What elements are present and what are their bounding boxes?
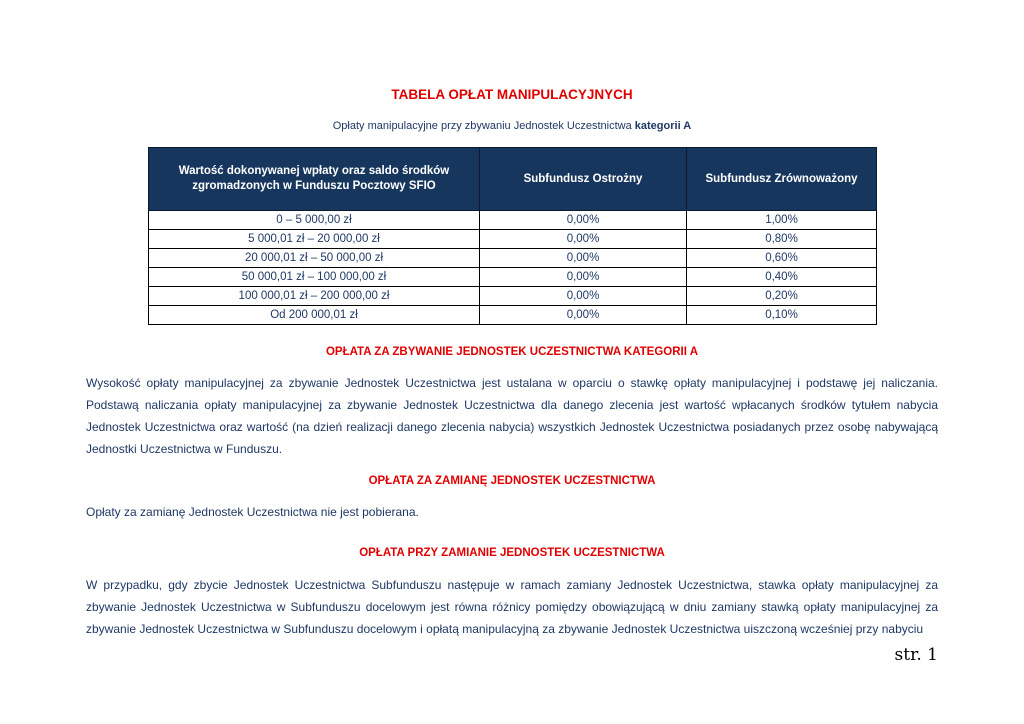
section-text-zbywanie: Wysokość opłaty manipulacyjnej za zbywanie Jednostek Uczestnictwa jest ustalana w oparciu o stawkę opłaty manipulacyjnej i podstawę jej naliczania. Podstawą naliczania opłaty manipulacyjnej za zbywanie Jednostek Uczestnictwa dla danego zlecenia jest wartość wpłacanych środków tytułem nabycia Jednostek Uczestnictwa oraz wartość (na dzień realizacji danego zlecenia nabycia) wszystkich Jednostek Uczestnictwa posiadanych przez osobę nabywającą Jednostki Uczestnictwa w Funduszu.	[86, 376, 938, 456]
table-row	[149, 306, 877, 325]
table-row	[149, 249, 877, 268]
cell-amount-range: 50 000,01 zł – 100 000,00 zł	[149, 268, 480, 287]
page-number: str. 1	[894, 645, 938, 665]
section-heading-przy-zamianie: OPŁATA PRZY ZAMIANIE JEDNOSTEK UCZESTNICTWA	[359, 547, 665, 559]
cell-ostrozny-fee: 0,00%	[480, 268, 687, 287]
cell-ostrozny-fee: 0,00%	[480, 230, 687, 249]
cell-ostrozny-fee: 0,00%	[480, 287, 687, 306]
table-row	[149, 211, 877, 230]
table-row	[149, 268, 877, 287]
cell-zrownowazony-fee: 0,10%	[687, 306, 877, 325]
cell-amount-range: 5 000,01 zł – 20 000,00 zł	[149, 230, 480, 249]
table-row	[149, 287, 877, 306]
document-title: TABELA OPŁAT MANIPULACYJNYCH	[391, 87, 633, 102]
section-text-zamiana: Opłaty za zamianę Jednostek Uczestnictwa nie jest pobierana.	[86, 505, 419, 519]
subtitle-category: kategorii A	[634, 120, 692, 132]
cell-ostrozny-fee: 0,00%	[480, 306, 687, 325]
cell-amount-range: 0 – 5 000,00 zł	[149, 211, 480, 230]
cell-amount-range: 100 000,01 zł – 200 000,00 zł	[149, 287, 480, 306]
section-text-przy-zamianie: W przypadku, gdy zbycie Jednostek Uczestnictwa Subfunduszu następuje w ramach zamiany Jednostek Uczestnictwa, stawka opłaty manipulacyjnej za zbywanie Jednostek Uczestnictwa w Subfunduszu docelowym jest równa różnicy pomiędzy obowiązującą w dniu zamiany stawką opłaty manipulacyjnej za zbywanie Jednostek Uczestnictwa w Subfunduszu docelowym i opłatą manipulacyjną za zbywanie Jednostek Uczestnictwa uiszczoną wcześniej przy nabyciu	[86, 578, 938, 636]
section-heading-zbywanie: OPŁATA ZA ZBYWANIE JEDNOSTEK UCZESTNICTWA KATEGORII A	[325, 346, 699, 358]
section-heading-zamiana: OPŁATA ZA ZAMIANĘ JEDNOSTEK UCZESTNICTWA	[368, 475, 656, 487]
cell-zrownowazony-fee: 0,80%	[687, 230, 877, 249]
fees-table	[148, 147, 877, 325]
table-header-row	[149, 148, 877, 211]
header-subfund-zrownowazony: Subfundusz Zrównoważony	[687, 148, 877, 211]
cell-ostrozny-fee: 0,00%	[480, 211, 687, 230]
cell-zrownowazony-fee: 1,00%	[687, 211, 877, 230]
header-subfund-ostrozny: Subfundusz Ostrożny	[480, 148, 687, 211]
cell-amount-range: Od 200 000,01 zł	[149, 306, 480, 325]
cell-zrownowazony-fee: 0,60%	[687, 249, 877, 268]
cell-amount-range: 20 000,01 zł – 50 000,00 zł	[149, 249, 480, 268]
cell-ostrozny-fee: 0,00%	[480, 249, 687, 268]
document-subtitle	[0, 120, 1024, 132]
cell-zrownowazony-fee: 0,40%	[687, 268, 877, 287]
table-row	[149, 230, 877, 249]
cell-zrownowazony-fee: 0,20%	[687, 287, 877, 306]
subtitle-text: Opłaty manipulacyjne przy zbywaniu Jednostek Uczestnictwa	[332, 120, 635, 132]
header-amount: Wartość dokonywanej wpłaty oraz saldo środków zgromadzonych w Funduszu Pocztowy SFIO	[149, 148, 480, 211]
